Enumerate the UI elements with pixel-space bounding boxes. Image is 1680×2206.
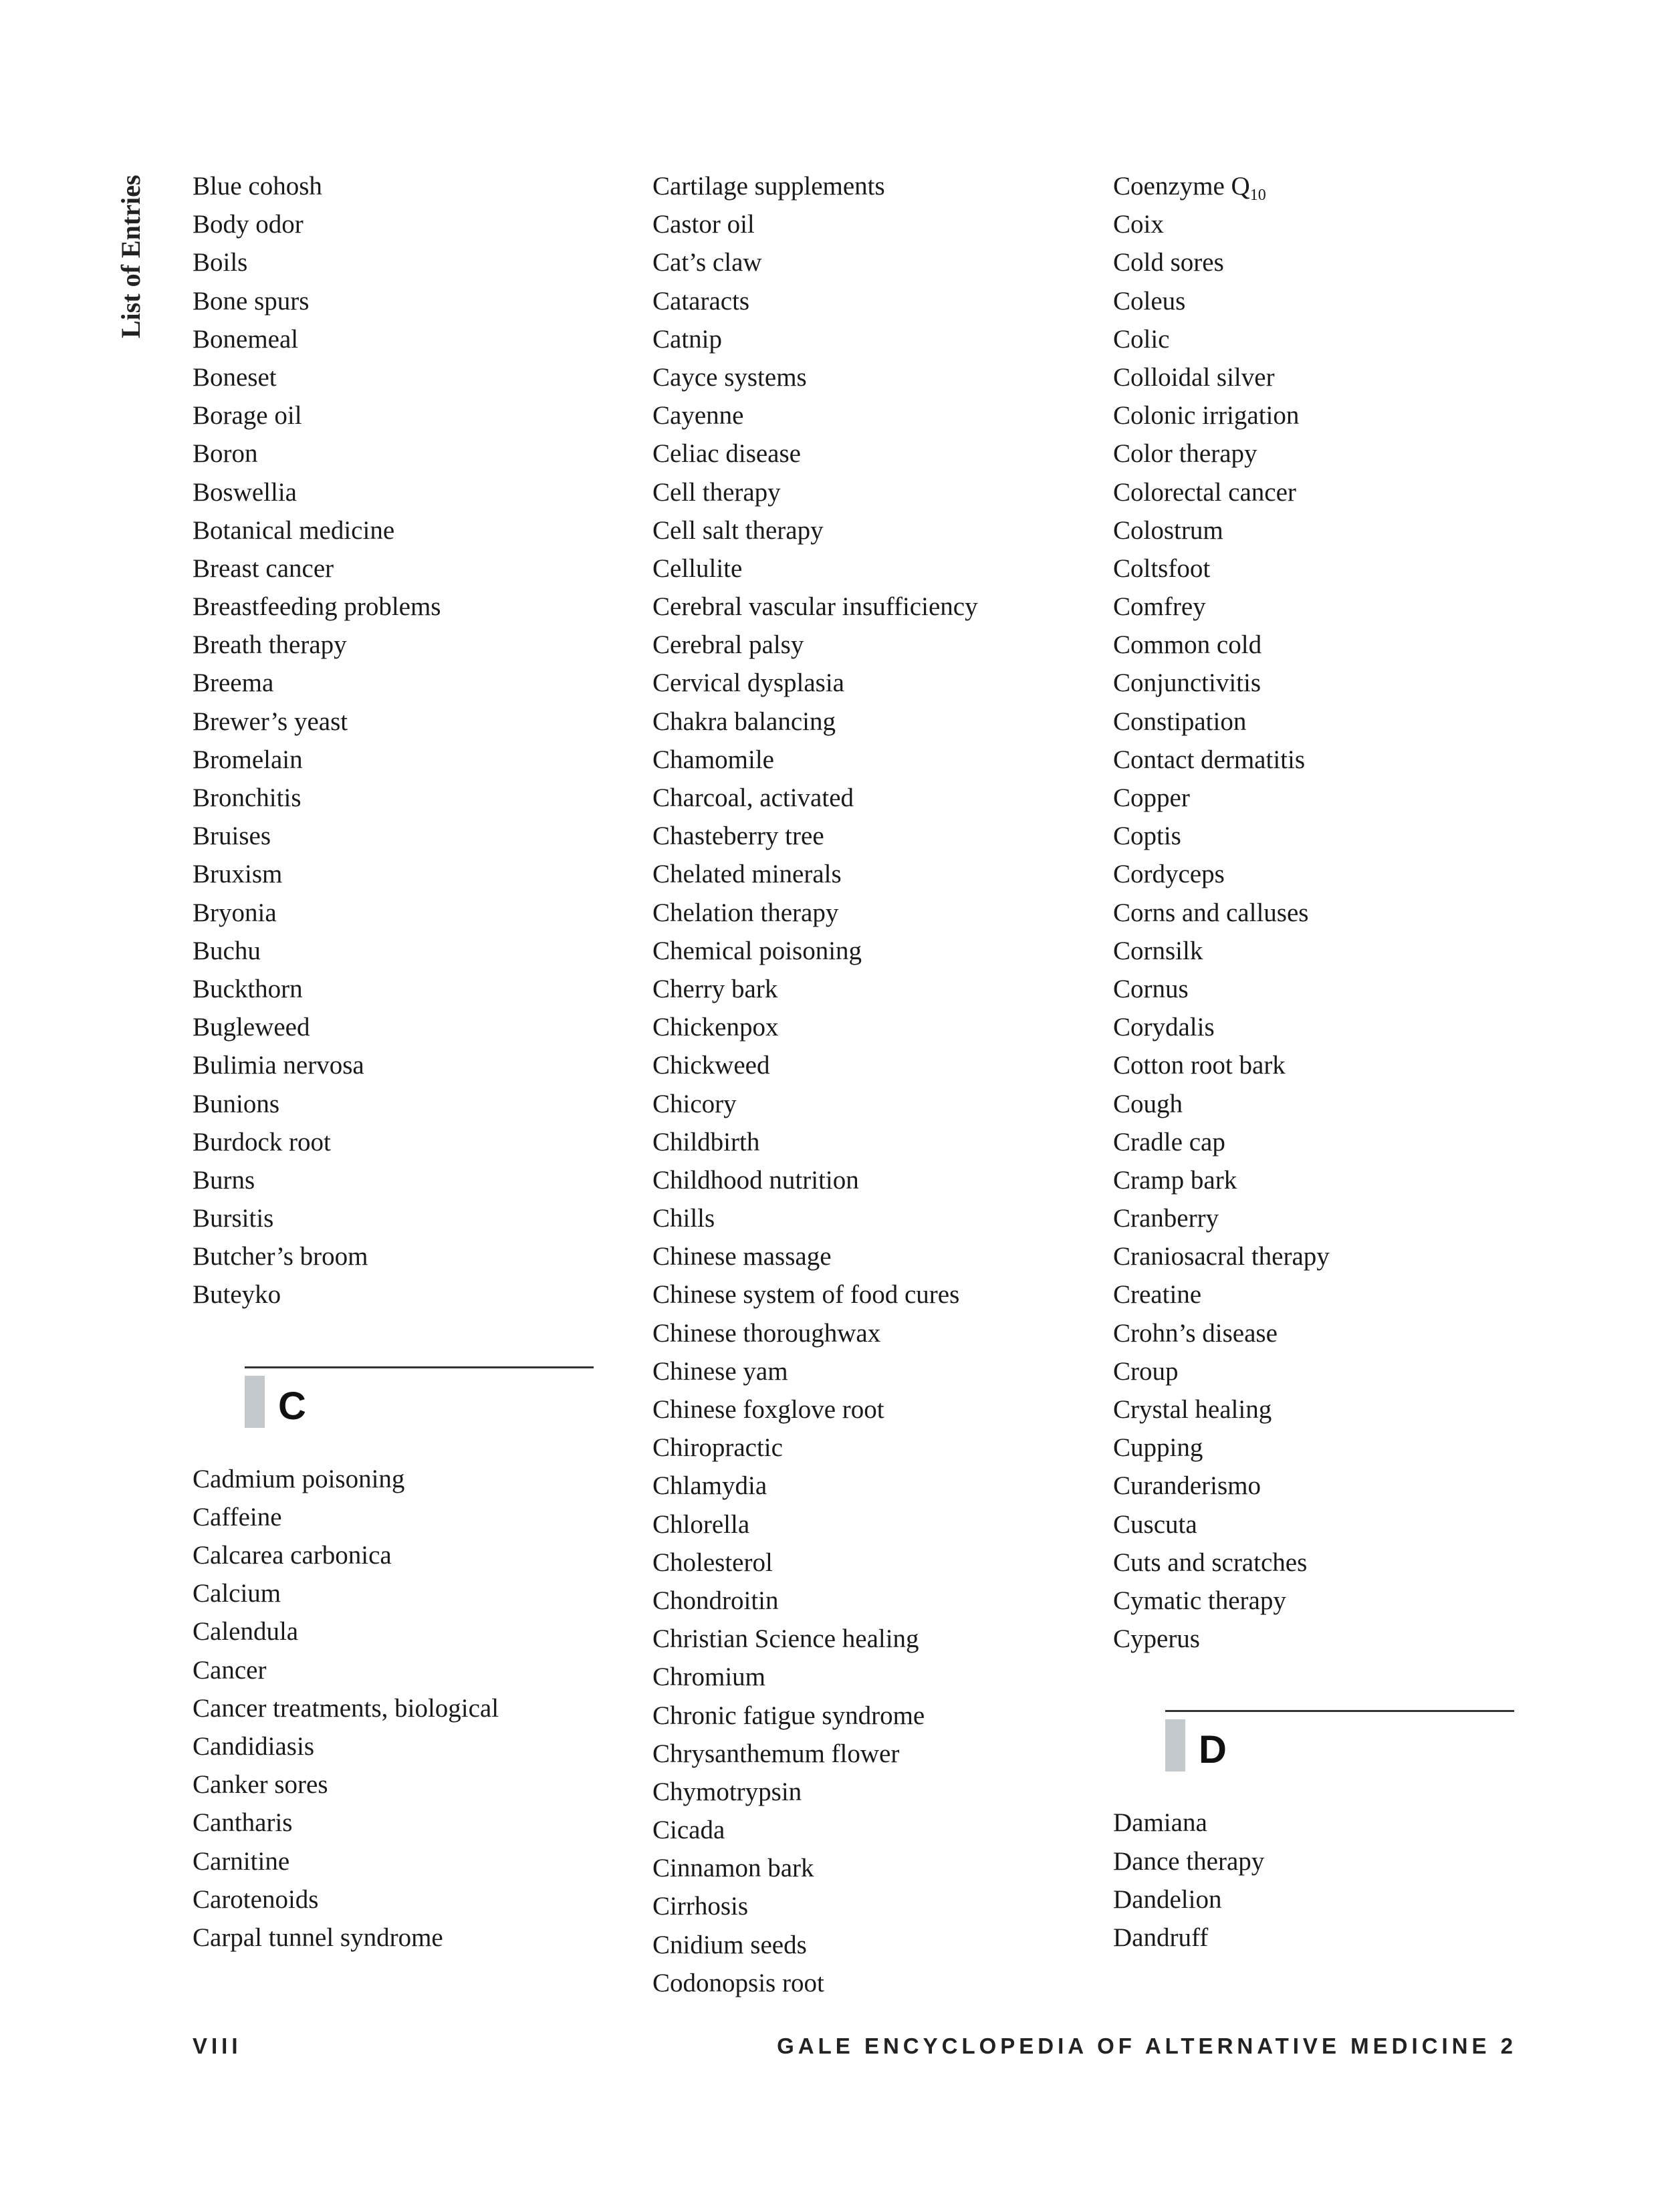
list-entry: Body odor: [193, 210, 304, 239]
list-entry: Bryonia: [193, 898, 277, 927]
list-entry: Cuscuta: [1113, 1509, 1197, 1539]
list-entry: Coltsfoot: [1113, 554, 1211, 583]
list-entry: Croup: [1113, 1356, 1179, 1386]
list-entry: Calcarea carbonica: [193, 1541, 392, 1570]
list-entry: Breastfeeding problems: [193, 592, 441, 622]
list-entry: Chinese yam: [652, 1356, 788, 1386]
list-entry: Boils: [193, 248, 248, 277]
list-entry: Cuts and scratches: [1113, 1548, 1308, 1577]
list-entry: Bruxism: [193, 860, 283, 889]
list-entry: Cayce systems: [652, 362, 807, 392]
list-entry: Cartilage supplements: [652, 172, 885, 201]
list-entry: Chinese thoroughwax: [652, 1318, 881, 1348]
list-entry: Cyperus: [1113, 1624, 1200, 1654]
list-entry: Cymatic therapy: [1113, 1586, 1286, 1615]
list-entry: Cerebral palsy: [652, 630, 804, 660]
list-entry: Cupping: [1113, 1433, 1203, 1463]
list-entry: Butcher’s broom: [193, 1242, 368, 1271]
entry-main-text: Coenzyme Q: [1113, 172, 1250, 201]
list-entry: Chinese system of food cures: [652, 1280, 960, 1310]
list-entry: Chinese massage: [652, 1242, 832, 1271]
list-entry: [1113, 167, 1541, 205]
list-entry: Dandruff: [1113, 1923, 1209, 1952]
list-entry: Cholesterol: [652, 1548, 773, 1577]
list-entry: Cranberry: [1113, 1204, 1219, 1233]
list-entry: Chakra balancing: [652, 707, 836, 736]
list-entry: Chicory: [652, 1089, 737, 1118]
list-entry: Cramp bark: [1113, 1165, 1237, 1195]
list-entry: Childhood nutrition: [652, 1165, 859, 1195]
list-entry: Breema: [193, 668, 274, 698]
list-entry: Carpal tunnel syndrome: [193, 1923, 443, 1952]
list-entry: Cadmium poisoning: [193, 1464, 405, 1493]
list-entry: Curanderismo: [1113, 1471, 1261, 1501]
list-entry: Comfrey: [1113, 592, 1206, 622]
list-entry: Cell salt therapy: [652, 515, 824, 545]
list-entry: Colonic irrigation: [1113, 401, 1300, 431]
list-entry: Cold sores: [1113, 248, 1224, 277]
list-entry: Chills: [652, 1204, 715, 1233]
list-entry: Chondroitin: [652, 1586, 779, 1615]
list-entry: Cicada: [652, 1816, 725, 1845]
section-rule: [1165, 1710, 1514, 1712]
list-entry: Bromelain: [193, 745, 303, 774]
list-entry: Carotenoids: [193, 1884, 319, 1914]
list-entry: Chromium: [652, 1663, 766, 1692]
list-entry: Corns and calluses: [1113, 898, 1309, 927]
list-entry: Chinese foxglove root: [652, 1395, 884, 1424]
list-entry: Cirrhosis: [652, 1892, 749, 1921]
list-entry: Cancer treatments, biological: [193, 1693, 499, 1723]
list-entry: Chemical poisoning: [652, 936, 862, 965]
list-entry: Colostrum: [1113, 515, 1223, 545]
list-entry: Conjunctivitis: [1113, 668, 1262, 698]
list-entry: Chlamydia: [652, 1471, 767, 1501]
list-entry: Chamomile: [652, 745, 774, 774]
book-title: GALE ENCYCLOPEDIA OF ALTERNATIVE MEDICINE 2: [777, 2034, 1517, 2058]
list-entry: Common cold: [1113, 630, 1262, 660]
list-entry: Damiana: [1113, 1808, 1207, 1838]
list-entry: Bursitis: [193, 1204, 274, 1233]
section-bar: [1165, 1719, 1185, 1771]
list-entry: Burns: [193, 1165, 255, 1195]
section-letter: D: [1199, 1728, 1227, 1772]
list-entry: Borage oil: [193, 401, 302, 431]
list-entry: Buckthorn: [193, 974, 303, 1003]
list-entry: Botanical medicine: [193, 515, 395, 545]
list-entry: Craniosacral therapy: [1113, 1242, 1330, 1271]
list-entry: Boswellia: [193, 477, 297, 507]
list-entry: Cataracts: [652, 286, 750, 316]
list-entry: Cellulite: [652, 554, 743, 583]
entry-list-d: [1113, 1804, 1541, 1957]
column-2: [652, 167, 1080, 2002]
list-entry: Cerebral vascular insufficiency: [652, 592, 978, 622]
list-entry: Brewer’s yeast: [193, 707, 348, 736]
section-letter: C: [278, 1384, 306, 1428]
list-entry: Cough: [1113, 1089, 1183, 1118]
list-entry: Chelated minerals: [652, 860, 842, 889]
list-entry: Cnidium seeds: [652, 1930, 807, 1959]
list-entry: Cornsilk: [1113, 936, 1203, 965]
list-entry: Corydalis: [1113, 1013, 1215, 1042]
list-entry: Constipation: [1113, 707, 1247, 736]
list-entry: Creatine: [1113, 1280, 1202, 1310]
list-entry: Bonemeal: [193, 324, 299, 354]
list-entry: Catnip: [652, 324, 722, 354]
list-entry: Cayenne: [652, 401, 744, 431]
list-entry: Coix: [1113, 210, 1164, 239]
list-entry: Colloidal silver: [1113, 362, 1275, 392]
list-entry: Celiac disease: [652, 439, 801, 469]
list-entry: Dandelion: [1113, 1884, 1222, 1914]
list-entry: Cinnamon bark: [652, 1854, 814, 1883]
list-entry: Chelation therapy: [652, 898, 839, 927]
list-entry: Colic: [1113, 324, 1170, 354]
list-entry: Blue cohosh: [193, 172, 322, 201]
list-entry: Coptis: [1113, 822, 1181, 851]
list-entry: Canker sores: [193, 1770, 328, 1800]
entry-list-b: [193, 167, 620, 1314]
list-entry: Boron: [193, 439, 258, 469]
list-entry: Chronic fatigue syndrome: [652, 1701, 925, 1730]
list-entry: Chasteberry tree: [652, 822, 824, 851]
list-entry: Bunions: [193, 1089, 280, 1118]
list-entry: Calendula: [193, 1617, 299, 1646]
list-entry: Colorectal cancer: [1113, 477, 1296, 507]
list-entry: Color therapy: [1113, 439, 1257, 469]
list-entry: Carnitine: [193, 1846, 290, 1876]
column-1: [193, 167, 620, 1957]
list-entry: Charcoal, activated: [652, 783, 854, 812]
list-entry: Cancer: [193, 1655, 267, 1685]
list-entry: Bronchitis: [193, 783, 302, 812]
list-entry: Chlorella: [652, 1509, 750, 1539]
list-entry: Boneset: [193, 362, 277, 392]
list-entry: Codonopsis root: [652, 1968, 824, 1997]
list-entry: Cervical dysplasia: [652, 668, 844, 698]
list-entry: Candidiasis: [193, 1731, 314, 1761]
list-entry: Caffeine: [193, 1502, 282, 1531]
list-entry: Cornus: [1113, 974, 1189, 1003]
list-entry: Bugleweed: [193, 1013, 310, 1042]
list-entry: Contact dermatitis: [1113, 745, 1306, 774]
page-number: VIII: [193, 2034, 242, 2058]
list-entry: Buteyko: [193, 1280, 281, 1310]
list-entry: Crohn’s disease: [1113, 1318, 1278, 1348]
side-label: List of Entries: [116, 174, 146, 338]
list-entry: Burdock root: [193, 1127, 331, 1156]
list-entry: Cantharis: [193, 1808, 293, 1838]
entry-list-co: [1113, 205, 1541, 1658]
section-header-d: [1113, 1710, 1541, 1804]
list-entry: Bone spurs: [193, 286, 310, 316]
list-entry: Coleus: [1113, 286, 1186, 316]
list-entry: Bulimia nervosa: [193, 1051, 364, 1080]
list-entry: Dance therapy: [1113, 1846, 1265, 1876]
list-entry: Childbirth: [652, 1127, 760, 1156]
list-entry: Christian Science healing: [652, 1624, 919, 1654]
list-entry: Cherry bark: [652, 974, 778, 1003]
section-header-c: [193, 1366, 620, 1460]
list-entry: Castor oil: [652, 210, 755, 239]
list-entry: Chymotrypsin: [652, 1777, 802, 1806]
section-rule: [245, 1366, 594, 1368]
list-entry: Chickenpox: [652, 1013, 779, 1042]
list-entry: Chrysanthemum flower: [652, 1739, 900, 1768]
entry-list-c-continued: [652, 167, 1080, 2002]
list-entry: Calcium: [193, 1579, 281, 1608]
list-entry: Breast cancer: [193, 554, 334, 583]
entry-list-c: [193, 1460, 620, 1957]
list-entry: Chickweed: [652, 1051, 770, 1080]
list-entry: Breath therapy: [193, 630, 347, 660]
list-entry: Buchu: [193, 936, 261, 965]
list-entry: Cell therapy: [652, 477, 781, 507]
list-entry: Cradle cap: [1113, 1127, 1225, 1156]
list-entry: Cotton root bark: [1113, 1051, 1286, 1080]
list-entry: Crystal healing: [1113, 1395, 1272, 1424]
list-entry: Cordyceps: [1113, 860, 1225, 889]
list-entry: Copper: [1113, 783, 1190, 812]
entry-subscript: 10: [1249, 187, 1266, 204]
column-3: [1113, 167, 1541, 1957]
section-bar: [245, 1376, 265, 1428]
list-entry: Cat’s claw: [652, 248, 762, 277]
list-entry: Chiropractic: [652, 1433, 783, 1463]
list-entry: Bruises: [193, 822, 271, 851]
